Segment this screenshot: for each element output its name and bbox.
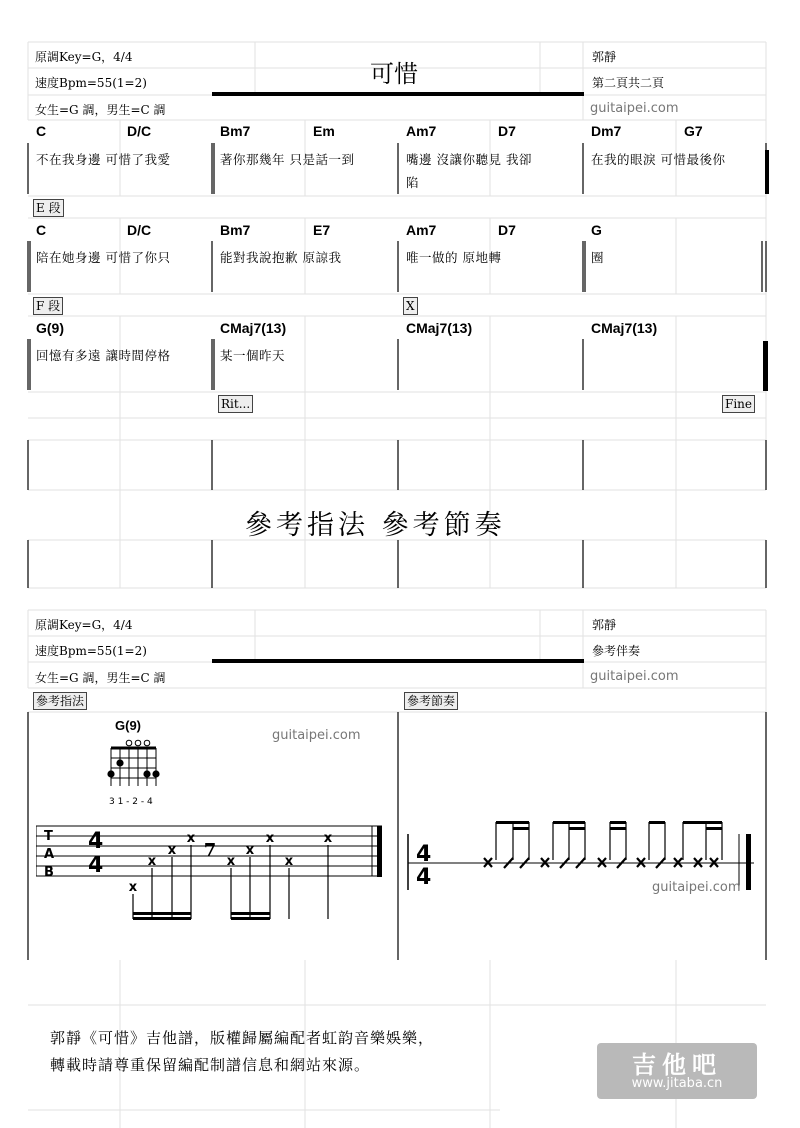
section-label-e: E 段 xyxy=(33,199,64,217)
accompaniment-label: 參考伴奏 xyxy=(592,644,641,658)
voice-info: 女生=G 調，男生=C 調 xyxy=(35,103,166,117)
svg-text:x: x xyxy=(147,854,157,869)
section-label-f: F 段 xyxy=(33,297,63,315)
lyric-line: 能對我說抱歉 原諒我 xyxy=(220,250,342,265)
chord: CMaj7(13) xyxy=(220,320,287,336)
ritardando-mark: Rit... xyxy=(218,395,253,413)
artist-name: 郭靜 xyxy=(592,50,617,64)
tempo-info: 速度Bpm=55(1=2) xyxy=(35,76,147,90)
lyric-line: 在我的眼淚 可惜最後你 xyxy=(591,152,726,167)
diagram-chord-name: G(9) xyxy=(115,718,141,733)
lyric-line: 嘴邊 沒讓你聽見 我卻 xyxy=(406,152,532,167)
copyright-line: 郭靜《可惜》吉他譜，版權歸屬編配者虹韵音樂娛樂， xyxy=(50,1029,435,1047)
voice-info: 女生=G 調，男生=C 調 xyxy=(35,671,166,685)
lyric-line: 著你那幾年 只是話一到 xyxy=(220,152,355,167)
fingering-numbers: 3 1 - 2 - 4 xyxy=(109,797,153,807)
svg-text:x: x xyxy=(245,843,255,858)
jitaba-logo xyxy=(597,1043,757,1099)
copyright-line: 轉載時請尊重保留編配制譜信息和網站來源。 xyxy=(50,1056,371,1074)
rhythm-label: 參考節奏 xyxy=(404,692,458,710)
lyric-line: 陪在她身邊 可惜了你只 xyxy=(36,250,171,265)
chord: D/C xyxy=(127,222,152,238)
tab-letter: B xyxy=(44,865,54,880)
chord: E7 xyxy=(313,222,331,238)
logo-url: www.jitaba.cn xyxy=(631,1076,723,1091)
chord: D7 xyxy=(498,123,516,139)
svg-text:x: x xyxy=(323,831,333,846)
site-watermark: guitaipei.com xyxy=(590,101,679,116)
chord: CMaj7(13) xyxy=(406,320,473,336)
chord: G(9) xyxy=(36,320,64,336)
chord: Bm7 xyxy=(220,222,251,238)
key-info: 原調Key=G，4/4 xyxy=(35,618,133,632)
time-signature: 4 xyxy=(88,853,104,878)
tab-letter: A xyxy=(44,847,55,862)
lyric-line: 某一個昨天 xyxy=(220,348,286,363)
lyric-line: 圈 xyxy=(591,250,605,265)
lyric-line: 陷 xyxy=(406,175,420,190)
time-signature: 4 xyxy=(416,865,432,890)
chord: Dm7 xyxy=(591,123,622,139)
chord: Am7 xyxy=(406,222,437,238)
chord: Bm7 xyxy=(220,123,251,139)
site-watermark: guitaipei.com xyxy=(590,669,679,684)
chord: D/C xyxy=(127,123,152,139)
svg-text:x: x xyxy=(186,831,196,846)
key-info: 原調Key=G，4/4 xyxy=(35,50,133,64)
chord: D7 xyxy=(498,222,516,238)
tab-staff xyxy=(36,818,386,928)
svg-text:x: x xyxy=(167,843,177,858)
time-signature: 4 xyxy=(416,842,432,867)
svg-text:x: x xyxy=(226,854,236,869)
svg-text:x: x xyxy=(128,880,138,895)
chord: Am7 xyxy=(406,123,437,139)
svg-text:7: 7 xyxy=(203,840,217,861)
tab-letter: T xyxy=(44,829,53,844)
chord: CMaj7(13) xyxy=(591,320,658,336)
reference-heading: 參考指法 參考節奏 xyxy=(245,510,506,541)
tempo-info: 速度Bpm=55(1=2) xyxy=(35,644,147,658)
lyric-line: 唯一做的 原地轉 xyxy=(406,250,502,265)
chord-diagram xyxy=(104,738,164,788)
chord: C xyxy=(36,123,47,139)
time-signature: 4 xyxy=(88,829,104,854)
section-label-x: X xyxy=(403,297,418,315)
page-number: 第二頁共二頁 xyxy=(592,76,665,90)
fingering-label: 參考指法 xyxy=(33,692,87,710)
site-watermark: guitaipei.com xyxy=(272,728,361,743)
logo-text: 吉他吧 xyxy=(632,1051,722,1079)
site-watermark: guitaipei.com xyxy=(652,880,741,895)
svg-text:x: x xyxy=(265,831,275,846)
chord: G xyxy=(591,222,602,238)
svg-text:x: x xyxy=(284,854,294,869)
artist-name: 郭靜 xyxy=(592,618,617,632)
chord: G7 xyxy=(684,123,703,139)
lyric-line: 回憶有多遠 讓時間停格 xyxy=(36,348,171,363)
fine-mark: Fine xyxy=(722,395,755,413)
chord: Em xyxy=(313,123,335,139)
song-title: 可惜 xyxy=(370,60,418,88)
chord: C xyxy=(36,222,47,238)
lyric-line: 不在我身邊 可惜了我愛 xyxy=(36,152,171,167)
